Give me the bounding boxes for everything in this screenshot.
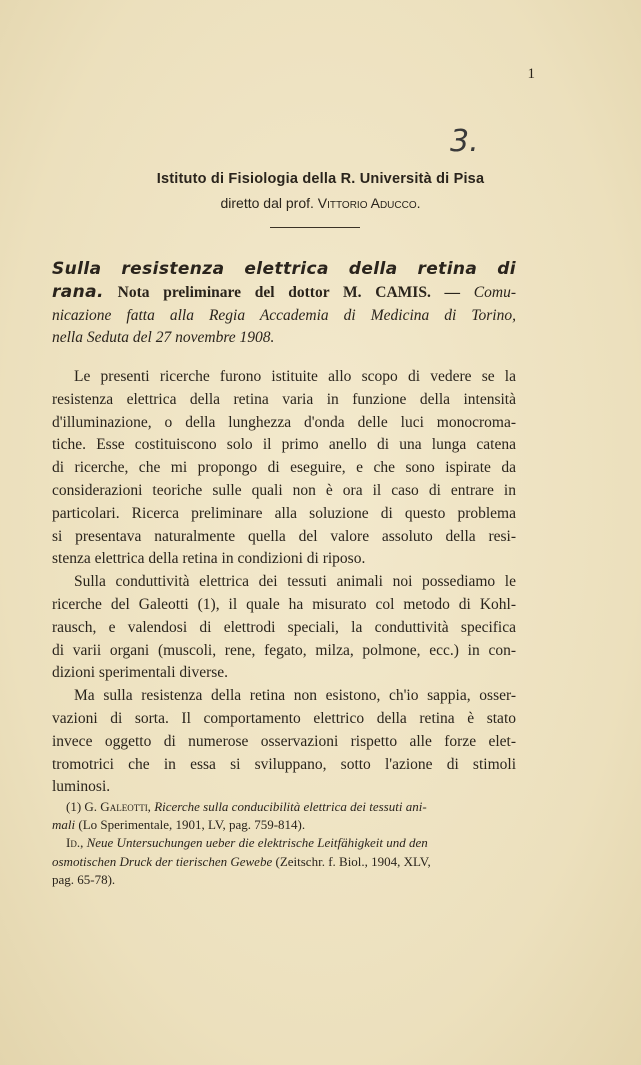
body-line: di ricerche, che mi propongo di eseguire, e che sono ispirate da [52,459,516,477]
body-line: vazioni di sorta. Il comportamento elettrico della retina è stato [52,709,516,727]
title-line-1: Sulla resistenza elettrica della retina di [52,259,516,279]
footnote-title: Ricerche sulla conducibilità elettrica dei tessuti ani- [154,799,427,814]
body-text [52,366,516,799]
title-end: rana. [52,281,104,302]
footnote-1-line-1 [52,798,516,816]
body-line: d'illuminazione, o della lunghezza d'onda delle luci monocroma- [52,413,516,431]
director-prefix: diretto dal prof. [220,195,314,211]
body-line: stenza elettrica della retina in condizioni di riposo. [52,550,366,568]
body-line: Sulla conduttività elettrica dei tessuti animali noi possediamo le [74,573,516,591]
title-line-2 [52,281,516,305]
body-line: si presentava naturalmente quella del valore assoluto della resi- [52,527,516,545]
director-line [0,195,641,211]
director-name: Vittorio Aducco. [317,195,421,211]
handwritten-mark: 3. [450,124,479,159]
footnote-title-end: mali [52,817,76,833]
footnote-2-line-3: pag. 65-78). [52,871,116,887]
footnote-source: (Zeitschr. f. Biol., 1904, XLV, [272,853,431,869]
footnote-title-end: osmotischen Druck der tierischen Gewebe [52,853,273,869]
body-line: particolari. Ricerca preliminare alla soluzione di questo problema [52,504,516,522]
article-title [52,258,516,350]
footnote-author: Id., [66,835,87,851]
footnote-2-line-2 [52,853,516,871]
page-number: 1 [527,66,535,82]
body-line: considerazioni teoriche sulle quali non è ora il caso di entrare in [52,481,516,499]
title-line-3: nicazione fatta alla Regia Accademia di Medicina di Torino, [52,306,516,324]
footnote-mark: (1) [66,799,85,814]
body-line: di varii organi (muscoli, rene, fegato, milza, polmone, ecc.) in con- [52,641,516,659]
title-line-4: nella Seduta del 27 novembre 1908. [52,329,275,347]
body-line: invece oggetto di numerose osservazioni rispetto alle forze elet- [52,732,516,750]
footnote-2-line-1 [52,834,516,852]
body-line: Ma sulla resistenza della retina non esistono, ch'io sappia, osser- [74,687,516,705]
body-line: luminosi. [52,778,111,796]
body-line: rausch, e valendosi di elettrodi speciali, la conduttività specifica [52,618,516,636]
body-line: resistenza elettrica della retina varia in funzione della intensità [52,390,516,408]
communication-start: Comu- [473,283,516,301]
footnote-source: (Lo Sperimentale, 1901, LV, pag. 759-814). [75,817,306,833]
footnotes [52,798,516,889]
body-line: dizioni sperimentali diverse. [52,664,229,682]
body-line: ricerche del Galeotti (1), il quale ha misurato col metodo di Kohl- [52,595,516,613]
footnote-author: G. Galeotti, [84,799,155,814]
footnote-title: Neue Untersuchungen ueber die elektrische Leitfähigkeit und den [86,835,428,851]
institute-heading: Istituto di Fisiologia della R. Università di Pisa [156,171,485,187]
body-line: tromotrici che in essa si sviluppano, sotto l'azione di stimoli [52,755,516,773]
body-line: tiche. Esse costituiscono solo il primo anello di una lunga catena [52,436,516,454]
separator-rule [270,227,360,228]
footnote-1-line-2 [52,816,516,834]
body-line: Le presenti ricerche furono istituite allo scopo di vedere se la [74,368,516,385]
author-note: Nota preliminare del dottor M. CAMIS. — [103,283,474,301]
